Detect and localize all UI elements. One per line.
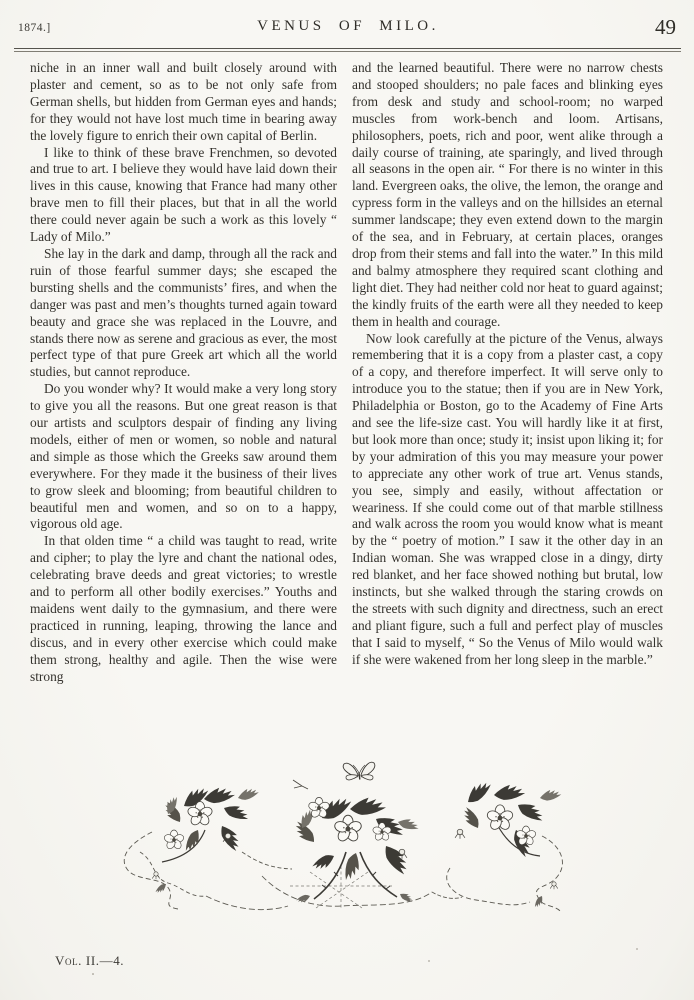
paragraph: She lay in the dark and damp, through all the rack and ruin of those fearful summer days; she escaped the bursting shells and the communists’ fires, and when the danger was past and men’s thoughts turned again toward beauty and grace she was replaced in the Louvre, and stands there now as serene and gracious as ever, the most perfect type of that pure Greek art which all the world studies, but cannot reproduce. <box>30 245 337 380</box>
paragraph: I like to think of these brave Frenchmen, so devoted and true to art. I believe they would have laid down their lives in this cause, knowing that France had many other brave men to fill their places, but that in all the world there could never again be such a work as this lovely “ Lady of Milo.” <box>30 144 337 245</box>
butterfly-icon <box>343 762 375 780</box>
paragraph: In that olden time “ a child was taught to read, write and cipher; to play the lyre and chant the national odes, celebrating brave deeds and great victories; to wrestle and to perform all other bodily exercises.” Youths and maidens went daily to the gymnasium, and there were practiced in running, leaping, throwing the lance and discus, and in every other exercise which could make them strong, healthy and agile. Then the wise were strong <box>30 533 337 684</box>
floral-vignette-illustration <box>110 756 584 936</box>
header-double-rule <box>14 48 681 52</box>
page-number: 49 <box>655 15 676 39</box>
footer-volume-label: Vol. II.—4. <box>55 953 125 968</box>
flower-cluster-right <box>455 778 562 910</box>
page-header <box>18 15 678 45</box>
paragraph: Now look carefully at the picture of the Venus, always remembering that it is a copy from a plaster cast, a copy of a copy, and therefore imperfect. It will serve only to introduce you to the statue; then if you are in New York, Philadelphia or Boston, go to the Academy of Fine Arts and see the life-size cast. You will hardly like it at first, but look more than once; study it; insist upon liking it; for by your admiration of this you may measure your power to appreciate any other work of true art. Venus stands, you see, simply and easily, without affectation or weariness. If she could come out of that marble stillness and walk across the room you would know what is meant by the “ poetry of motion.” I saw it the other day in an Indian woman. She was wrapped close in a dingy, dirty red blanket, and her face showed nothing but brutal, low instincts, but she walked through the staring crowds on the streets with such dignity and directness, such an erect and pliant figure, such a full and perfect play of muscles that I said to myself, “ So the Venus of Milo would walk if she were wakened from her long sleep in the marble.” <box>352 330 663 667</box>
flower-cluster-left <box>152 783 260 895</box>
text-columns <box>30 60 663 686</box>
scan-speck <box>428 960 430 962</box>
page-title: VENUS OF MILO. <box>257 18 439 34</box>
column-right <box>352 60 663 686</box>
scan-speck <box>92 973 94 975</box>
scan-speck <box>636 948 638 950</box>
paragraph: Do you wonder why? It would make a very long story to give you all the reasons. But one great reason is that our artists and sculptors despair of finding any living models, either of men or women, so noble and natural and simple as those which the Greeks saw around them everywhere. For they made it the business of their lives to grow sleek and blooming; from beautiful children to beautiful men and women, and so on to a happy, vigorous old age. <box>30 381 337 532</box>
small-insect-icon <box>293 780 308 789</box>
paragraph: and the learned beautiful. There were no narrow chests and stooped shoulders; no pale faces and blinking eyes from desk and study and school-room; no warped muscles from work-bench and loom. Artisans, philosophers, poets, rich and poor, went alike through a daily course of training, ate sparingly, and lived through all seasons in the open air. “ For there is no winter in this land. Evergreen oaks, the olive, the lemon, the orange and cypress form in the valleys and on the hillsides an eternal summer landscape; they even extend down to the margin of the sea, and in February, at certain places, oranges drop from their stems and fall into the water.” In this mild and balmy atmosphere they required scant clothing and light diet. They had neither cold nor heat to guard against; the kindly fruits of the earth were all they needed to keep them in health and courage. <box>352 60 663 329</box>
paragraph: niche in an inner wall and built closely around with plaster and cement, so as to be not only safe from German shells, but hidden from German eyes and hands; for they would not have lost much time in bearing away the lovely figure to enrich their own capital of Berlin. <box>30 60 337 143</box>
flower-cluster-center <box>291 792 420 904</box>
header-date: 1874.] <box>18 22 51 34</box>
column-left <box>30 60 337 686</box>
